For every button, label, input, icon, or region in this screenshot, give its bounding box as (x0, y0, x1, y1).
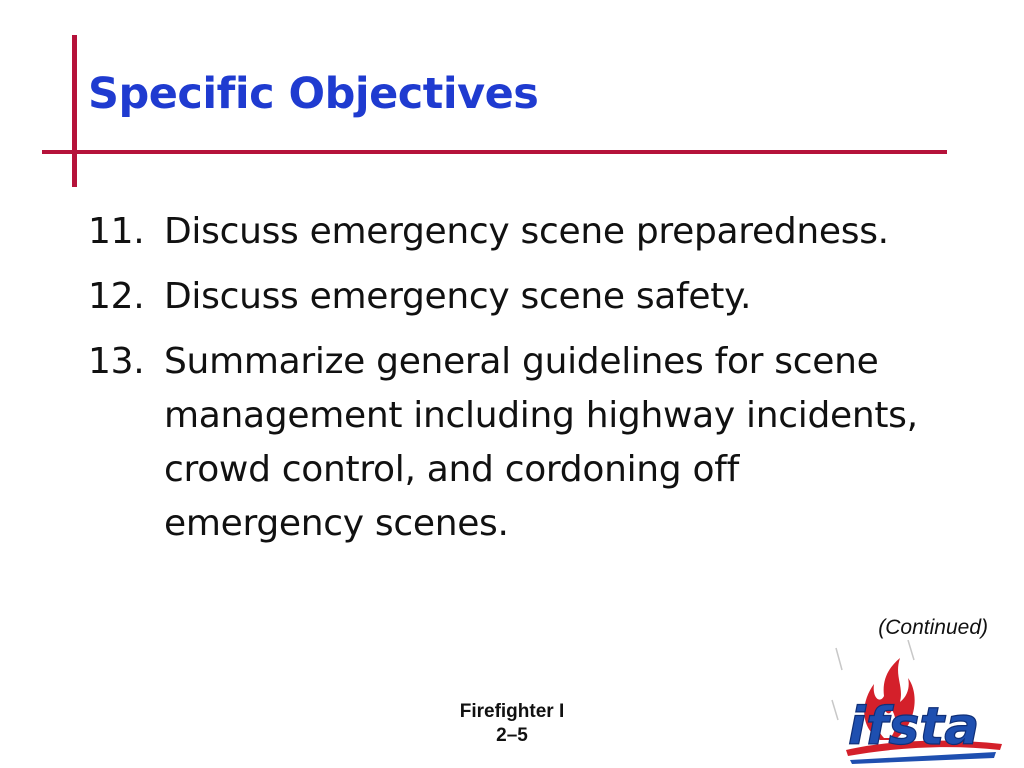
objective-number: 12. (88, 276, 145, 317)
ifsta-wordmark: ifsta (848, 697, 980, 757)
objective-text: Discuss emergency scene safety. (164, 276, 752, 317)
footer-course: Firefighter I (459, 701, 565, 722)
slide-footer (412, 700, 612, 748)
objective-number: 13. (88, 341, 145, 382)
objective-item (88, 205, 948, 259)
slide-title: Specific Objectives (88, 69, 539, 119)
footer-page-number: 2–5 (496, 725, 528, 746)
objective-text: Summarize general guidelines for scene management including highway incidents, crowd control, and cordoning off emergency scenes. (164, 341, 918, 544)
ifsta-logo-graphic (828, 640, 1018, 764)
objectives-list (88, 205, 948, 562)
ifsta-logo (828, 640, 1018, 764)
continued-note: (Continued) (878, 616, 988, 639)
objective-text: Discuss emergency scene preparedness. (164, 211, 889, 252)
objective-item (88, 335, 948, 551)
objective-number: 11. (88, 211, 145, 252)
accent-horizontal-line (42, 150, 947, 154)
accent-vertical-line (72, 35, 77, 187)
objective-item (88, 270, 948, 324)
